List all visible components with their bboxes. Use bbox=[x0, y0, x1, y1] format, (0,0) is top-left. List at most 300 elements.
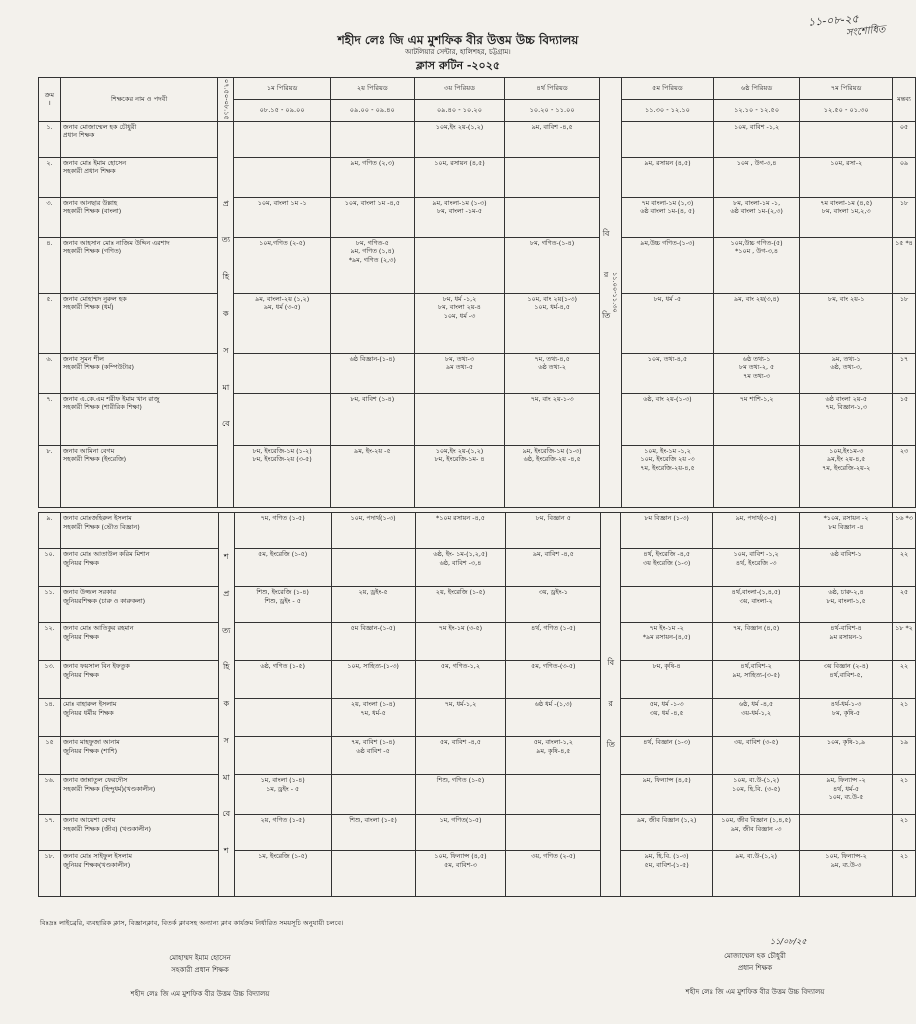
period-cell bbox=[414, 197, 505, 237]
class-entry: ৯ম, ব্য.উ-৩ bbox=[830, 860, 862, 869]
period-cell bbox=[713, 121, 800, 157]
class-entry: ৫ম, গণিত-১,২ bbox=[440, 662, 480, 670]
class-entry: ৮ম, বিজ্ঞান ৫ bbox=[535, 514, 571, 522]
class-entry: ১০ম, ব্য.উ-(১,২) bbox=[733, 776, 780, 784]
period-cell bbox=[234, 775, 331, 815]
serial-number: ১৬. bbox=[39, 775, 61, 815]
routine-title: ক্লাস রুটিন -২০২৫ bbox=[415, 59, 501, 72]
teacher-row bbox=[39, 237, 916, 293]
teacher-row bbox=[39, 851, 916, 897]
class-entry: ৭ম, তথ্য-৪,৫ bbox=[534, 354, 570, 363]
period-cell bbox=[621, 623, 713, 661]
class-entry: ১০ম, তথ্য-৪,৫ bbox=[647, 354, 688, 363]
period-cell bbox=[622, 121, 714, 157]
vertical-label-char: ত্য bbox=[222, 625, 231, 635]
break-label-char: তি bbox=[601, 310, 611, 320]
left-signature-block bbox=[70, 952, 330, 1000]
class-entry: ৯ম রসায়ন-১ bbox=[829, 632, 863, 641]
weekly-total: ২২ bbox=[892, 549, 915, 587]
weekly-total: ২৩ bbox=[893, 445, 916, 507]
break-label-char: র bbox=[603, 269, 609, 279]
class-entry: ৩য় বিজ্ঞান (২-৪) bbox=[823, 662, 869, 670]
vertical-label-char: মা bbox=[222, 382, 230, 392]
period-cell bbox=[506, 775, 601, 815]
teacher-cell bbox=[60, 623, 218, 661]
class-entry: ৫ম, বাবিশ-৩ bbox=[444, 860, 477, 869]
period-cell bbox=[621, 661, 713, 699]
class-entry: ৪র্থ, ধর্ম-৫ bbox=[833, 784, 859, 793]
period-cell bbox=[331, 775, 415, 815]
class-entry: ১০ম,গণিত (২-৫) bbox=[259, 238, 306, 247]
period-cell bbox=[331, 549, 415, 587]
class-entry: ৯ম, কৃষি-৪,৫ bbox=[536, 746, 571, 755]
class-entry: ৯ম, জীব বিজ্ঞান (১,২) bbox=[636, 816, 697, 824]
period-cell bbox=[331, 587, 415, 623]
serial-number: ১৭. bbox=[39, 815, 61, 851]
teacher-name: জনাব মোজাম্মেল হক চৌধুরী bbox=[62, 122, 137, 131]
period-cell bbox=[415, 549, 506, 587]
period-cell bbox=[234, 737, 331, 775]
teacher-cell bbox=[60, 197, 217, 237]
weekly-total: ০৯ bbox=[893, 157, 916, 197]
class-entry: ৮ম বিজ্ঞান (১-৩) bbox=[644, 514, 689, 522]
class-entry: ১০ম, জীব বিজ্ঞান (১,৪,৫) bbox=[721, 816, 791, 824]
class-entry: ৭ম, বিজ্ঞান (৪,৫) bbox=[732, 624, 780, 632]
class-entry: ৭ম, বাং ২য়-১-৩ bbox=[530, 394, 574, 403]
teacher-row bbox=[39, 549, 916, 587]
class-entry: শিশু, গণিত (১-৫) bbox=[436, 776, 485, 784]
period-time: ১০.২০ - ১১.০০ bbox=[505, 99, 600, 121]
weekly-total: ২১ bbox=[892, 851, 915, 897]
period-cell bbox=[330, 293, 414, 353]
serial-number: ১১. bbox=[39, 587, 61, 623]
period-cell bbox=[414, 445, 505, 507]
class-entry: ৪র্থ, বিজ্ঞান (১-৩) bbox=[643, 738, 691, 746]
class-entry: ৯ম, হি.বি. (১-৩) bbox=[644, 852, 689, 860]
period-cell bbox=[713, 293, 800, 353]
class-entry: ১ম, বাংলা (১-৪) bbox=[260, 776, 305, 784]
class-entry: ১০ম,উচ্চ গণিত-(৫) bbox=[730, 238, 783, 247]
class-entry: ৬ষ্ঠ বিজ্ঞান-(১-৪) bbox=[349, 354, 396, 363]
assembly-header bbox=[218, 78, 234, 122]
break-label-char: বি bbox=[602, 229, 610, 238]
teacher-row bbox=[39, 197, 916, 237]
teacher-cell bbox=[60, 699, 218, 737]
period-cell bbox=[234, 121, 331, 157]
class-entry: ২য়, গণিত (১-৫) bbox=[260, 816, 305, 824]
class-entry: ৭ম, ধর্ম-১,২ bbox=[444, 700, 477, 708]
period-cell bbox=[622, 445, 714, 507]
class-entry: ১০ম, ব্য.উ-৫ bbox=[828, 793, 864, 802]
period-cell bbox=[713, 353, 800, 393]
class-entry: *১০ম, রসায়ন -২ bbox=[823, 514, 869, 522]
serial-header-label: ক্রম bbox=[44, 90, 55, 99]
teacher-row bbox=[39, 737, 916, 775]
period-cell bbox=[506, 851, 601, 897]
class-entry: ১০ম, ধর্ম -৩ bbox=[443, 312, 476, 321]
period-cell bbox=[506, 661, 601, 699]
teacher-cell bbox=[60, 661, 218, 699]
period-cell bbox=[414, 393, 505, 445]
assembly-column bbox=[218, 121, 234, 507]
serial-number: ৩. bbox=[39, 197, 61, 237]
period-cell bbox=[800, 293, 893, 353]
weekly-total: ১৮ bbox=[893, 197, 916, 237]
class-entry: ১ম, ইংরেজি (১-৫) bbox=[258, 852, 308, 860]
period-cell bbox=[414, 237, 505, 293]
class-entry: ৬ষ্ঠ তথ্য-২ bbox=[538, 363, 566, 372]
class-entry: ৮ম, বাংলা-১ম -১, bbox=[733, 198, 781, 207]
class-entry: ৭ম ইং-১ম (৩-৫) bbox=[438, 624, 483, 632]
period-header: ৭ম পিরিয়ড bbox=[800, 78, 893, 100]
serial-number: ১২. bbox=[39, 623, 61, 661]
teacher-name: জনাব আমিনা বেগম bbox=[62, 446, 115, 455]
class-entry: ৯ম, ফিন্যান্স (৪,৫) bbox=[642, 776, 691, 784]
period-cell bbox=[331, 815, 415, 851]
weekly-total: ১৫ bbox=[893, 393, 916, 445]
teacher-row bbox=[39, 445, 916, 507]
class-entry: ৬ষ্ঠ বাংলা ২য়-৫ bbox=[825, 394, 867, 403]
class-entry: ৮ম, ধর্ম -১,২ bbox=[442, 294, 477, 303]
class-entry: ৬ষ্ঠ, গণিত (১-৫) bbox=[260, 662, 306, 670]
serial-number: ১৩. bbox=[39, 661, 61, 699]
class-entry: ৭ম, বাবিশ (১-৪) bbox=[351, 738, 396, 746]
class-entry: ১০ম, বাবিশ -১,২ bbox=[734, 122, 780, 131]
period-cell bbox=[622, 293, 714, 353]
period-cell bbox=[234, 157, 331, 197]
class-entry: ৬ষ্ঠ বাংলা ১ম-(২,৩) bbox=[730, 207, 783, 216]
period-cell bbox=[505, 293, 600, 353]
class-entry: ৯ম, গণিত (১,৪) bbox=[350, 247, 395, 256]
class-entry: ৭ম, ইংরেজি-২য়-৪,৫ bbox=[640, 464, 695, 473]
period-cell bbox=[506, 699, 601, 737]
period-cell bbox=[713, 445, 800, 507]
period-cell bbox=[800, 699, 893, 737]
class-entry: ১০ম,ইং১ম-৩ bbox=[829, 446, 864, 455]
teacher-role: জুনিয়র শিক্ষক bbox=[62, 632, 99, 641]
period-cell bbox=[234, 815, 331, 851]
period-cell bbox=[505, 445, 600, 507]
class-entry: ৪র্থ-বাবিশ-৪ bbox=[830, 624, 862, 632]
period-cell bbox=[506, 737, 601, 775]
period-time: ০৯.৪০ - ১০.২০ bbox=[414, 99, 505, 121]
period-cell bbox=[415, 737, 506, 775]
break-label-char: র bbox=[608, 699, 613, 709]
class-entry: ৮ম, কৃষি-৫ bbox=[831, 708, 861, 717]
teacher-cell bbox=[60, 157, 217, 197]
class-entry: ৭ম শাশি-১,২ bbox=[739, 394, 774, 403]
teacher-role: জুনিয়র শিক্ষক(খণ্ডকালীন) bbox=[62, 860, 131, 869]
serial-number: ৫. bbox=[39, 293, 61, 353]
serial-number: ৯. bbox=[39, 513, 61, 549]
period-cell bbox=[234, 513, 331, 549]
class-entry: ৩য়, বাবিশ (৩-৫) bbox=[734, 738, 779, 746]
period-cell bbox=[622, 393, 714, 445]
assembly-time: ০৭.৫০-০৮.১৫ bbox=[222, 79, 231, 120]
break-header bbox=[599, 78, 621, 508]
period-cell bbox=[800, 737, 893, 775]
teacher-row bbox=[39, 157, 916, 197]
period-cell bbox=[713, 513, 800, 549]
teacher-row bbox=[39, 661, 916, 699]
teacher-cell bbox=[60, 445, 217, 507]
right-signatory-school: শহীদ লেঃ জি এম মুশফিক বীর উত্তম উচ্চ বিদ্যালয় bbox=[685, 988, 825, 996]
teacher-cell bbox=[60, 353, 217, 393]
period-cell bbox=[234, 237, 331, 293]
class-entry: ১০ম, ইংরেজি ২য় -৩ bbox=[640, 455, 695, 464]
teacher-role: সহকারী শিক্ষক (কম্পিউটার) bbox=[62, 363, 134, 372]
class-entry: ৪র্থ, ইংরেজি -৪,৫ bbox=[643, 550, 691, 558]
period-cell bbox=[800, 623, 893, 661]
period-cell bbox=[330, 353, 414, 393]
teacher-role: জুনিয়র ধর্মীয় শিক্ষক bbox=[62, 708, 114, 717]
class-entry: ৭ম, ধর্ম-৫ bbox=[360, 708, 386, 717]
period-cell bbox=[800, 661, 893, 699]
class-entry: ৪র্থ,বাবিশ-২ bbox=[740, 662, 772, 670]
period-header: ৪র্থ পিরিয়ড bbox=[505, 78, 600, 100]
total-header: মন্তব্য bbox=[893, 78, 916, 122]
class-entry: ৮ম, বাংলা-১,৫ bbox=[826, 596, 866, 605]
teacher-role: সহকারী শিক্ষক (শারীরিক শিক্ষা) bbox=[62, 403, 142, 412]
break-label-char: বি bbox=[607, 658, 615, 668]
period-time: ১১.৩০ - ১২.১০ bbox=[622, 99, 714, 121]
teacher-cell bbox=[60, 513, 218, 549]
assembly-column bbox=[218, 513, 234, 897]
period-cell bbox=[414, 121, 505, 157]
period-cell bbox=[505, 353, 600, 393]
vertical-label-char: শ bbox=[223, 551, 229, 561]
teacher-header: শিক্ষকের নাম ও পদবী bbox=[60, 78, 217, 122]
period-cell bbox=[234, 293, 331, 353]
teacher-row bbox=[39, 121, 916, 157]
period-cell bbox=[800, 775, 893, 815]
weekly-total: ০৫ bbox=[893, 121, 916, 157]
class-entry: শিশু, বাংলা (১-৫) bbox=[349, 816, 397, 824]
class-entry: ৯ম,ইং ২য়-৪,৫ bbox=[827, 455, 866, 464]
class-entry: ৮ম, ইংরেজি-১ম- ৪ bbox=[434, 455, 485, 464]
period-cell bbox=[234, 549, 331, 587]
class-entry: ১০ম, কৃষি-১,৯ bbox=[826, 738, 866, 746]
period-cell bbox=[621, 815, 713, 851]
class-entry: ৬ষ্ঠ, তথ্য-৩, bbox=[830, 363, 863, 372]
teacher-cell bbox=[60, 587, 218, 623]
class-entry: ২য়, বাংলা (১-৪) bbox=[350, 700, 396, 708]
class-entry: ৯ম, ব্য.উ-(১,২) bbox=[735, 852, 777, 860]
left-signatory-role: সহকারী প্রধান শিক্ষক bbox=[171, 966, 229, 974]
class-entry: ৯ম, তথ্য-১ bbox=[831, 354, 861, 363]
vertical-label-char: স bbox=[223, 345, 229, 355]
left-signatory-name: মোহাম্মদ ইমাম হোসেন bbox=[169, 954, 231, 962]
teacher-cell bbox=[60, 293, 217, 353]
class-entry: ৬ষ্ঠ, ইংরেজি-২য় -৪,৫ bbox=[523, 455, 581, 464]
period-cell bbox=[800, 121, 893, 157]
class-entry: ১০ম, সাহিত্য-(১-৩) bbox=[347, 662, 399, 670]
teacher-cell bbox=[60, 237, 217, 293]
class-entry: ৯ম, রসায়ন (৪,৫) bbox=[644, 158, 691, 167]
teacher-row bbox=[39, 513, 916, 549]
teacher-row bbox=[39, 775, 916, 815]
teacher-cell bbox=[60, 737, 218, 775]
weekly-total: ২১ bbox=[892, 815, 915, 851]
footer-note: বিঃদ্রঃ লাইব্রেরি, ব্যবহারিক ক্লাস, বিজ্ঞানক্লাব, বিতর্ক ক্লাবসহ অন্যান্য ক্লাব কার্যক্রম নির্ধারিত সময়সূচি অনুযায়ী চলবে। bbox=[40, 919, 344, 927]
class-entry: ৮ম বিজ্ঞান -৪ bbox=[828, 522, 864, 531]
weekly-total: ১৭ bbox=[893, 353, 916, 393]
period-cell bbox=[234, 353, 331, 393]
class-entry: ১০ম , উগ-৩,৪ bbox=[736, 158, 777, 167]
period-cell bbox=[330, 393, 414, 445]
vertical-label-char: স bbox=[223, 735, 229, 745]
class-entry: ৬ষ্ঠ তথ্য-১ bbox=[742, 354, 771, 363]
period-cell bbox=[415, 587, 506, 623]
right-signatory-name: মোজাম্মেল হক চৌধুরী bbox=[724, 952, 786, 960]
class-entry: ৮ম, গণিত-৫ bbox=[355, 238, 389, 247]
school-address: আটলিয়ার সেন্টার, হালিশহর, চট্টগ্রাম। bbox=[405, 48, 511, 56]
weekly-total: ১৫ *৪ bbox=[893, 237, 916, 293]
class-entry: *৯ম রসায়ন-(৪,৫) bbox=[642, 632, 691, 641]
class-entry: ২য়, ড্রইং-৫ bbox=[358, 588, 388, 596]
class-entry: ৪র্থ,বাবিশ-৫, bbox=[829, 670, 863, 679]
vertical-label-char: শ bbox=[223, 846, 229, 856]
serial-number: ১৪. bbox=[39, 699, 61, 737]
class-entry: ৭ম বাংলা-১ম (৪,৫) bbox=[820, 198, 873, 207]
vertical-label-char: হি bbox=[223, 662, 230, 672]
class-entry: ১০ম, বাং ২য়(১-৩) bbox=[527, 294, 577, 303]
period-header: ১ম পিরিয়ড bbox=[234, 78, 331, 100]
class-entry: ৭ম, বিজ্ঞান-১,৩ bbox=[825, 403, 867, 412]
period-cell bbox=[800, 513, 893, 549]
class-entry: ৮ম, কৃষি-৪ bbox=[652, 662, 681, 670]
teacher-name: জনাব সুমন শীল bbox=[62, 354, 104, 363]
teacher-name: জনাব মোঃ আতিকুর রহমান bbox=[62, 624, 134, 632]
period-cell bbox=[331, 661, 415, 699]
vertical-label-char: প্র bbox=[222, 198, 229, 208]
teacher-name: মোঃ বাহারুল ইসলাম bbox=[62, 700, 117, 708]
weekly-total: ১৮ bbox=[893, 293, 916, 353]
class-entry: ১০ম, ধর্ম-৪,৫ bbox=[534, 303, 570, 312]
teacher-name: জনাব মোহাম্মদ নুরুল হক bbox=[62, 294, 127, 303]
period-cell bbox=[800, 197, 893, 237]
class-entry: ৯ম, বাং ২য়(৩,৪) bbox=[733, 294, 780, 303]
class-entry: ১০ম,ইং ২য়-(১,২) bbox=[435, 446, 484, 455]
period-cell bbox=[415, 513, 506, 549]
class-entry: ৮ম, গণিত-(১-৪) bbox=[529, 238, 575, 247]
routine-table-top bbox=[38, 77, 916, 508]
break-label-stack bbox=[602, 199, 610, 351]
class-entry: ৮ম, বাং ২য়-১ bbox=[828, 294, 865, 303]
vertical-label-char: প্র bbox=[223, 588, 230, 598]
class-entry: ৯ম, ইংরেজি-১ম (১-৩) bbox=[522, 446, 582, 455]
period-cell bbox=[234, 623, 331, 661]
class-entry: ১ম, গণিত(১-৫) bbox=[439, 816, 482, 824]
period-cell bbox=[622, 353, 714, 393]
serial-number: ১৫ bbox=[39, 737, 61, 775]
period-cell bbox=[713, 737, 800, 775]
period-cell bbox=[713, 197, 800, 237]
period-cell bbox=[800, 157, 893, 197]
teacher-row bbox=[39, 587, 916, 623]
teacher-row bbox=[39, 293, 916, 353]
weekly-total: ২৫ bbox=[892, 587, 915, 623]
class-entry: ৫ম, বাংলা-১,২ bbox=[533, 738, 573, 746]
class-entry: ৯ম, ধর্ম (৩-৫) bbox=[263, 303, 301, 312]
class-entry: *১০ম , উগ-৩,৪ bbox=[735, 247, 779, 256]
period-header: ২য় পিরিয়ড bbox=[330, 78, 414, 100]
class-entry: ৮ম, তথ্য-৩ bbox=[444, 354, 474, 363]
class-entry: ৩য়, ড্রইং-১ bbox=[538, 588, 568, 596]
class-entry: ৯ম, বাবিশ -৪,৫ bbox=[531, 122, 573, 131]
period-time: ০৮.১৫ - ০৯.০০ bbox=[234, 99, 331, 121]
vertical-label-char: ক bbox=[223, 699, 230, 709]
period-cell bbox=[331, 513, 415, 549]
period-cell bbox=[621, 549, 713, 587]
class-entry: ৯ম, বাংলা-২য় (১,২) bbox=[255, 294, 310, 303]
weekly-total: ২১ bbox=[892, 775, 915, 815]
break-label-char: তি bbox=[606, 739, 615, 749]
teacher-row bbox=[39, 699, 916, 737]
class-entry: ১০ম, ইং-১ম -১,২ bbox=[644, 446, 691, 455]
class-entry: ১০ম, হি.বি. (৩-৫) bbox=[732, 784, 781, 793]
period-cell bbox=[621, 737, 713, 775]
class-entry: ৯ম,উচ্চ গণিত-(১-৩) bbox=[640, 238, 695, 247]
class-entry: ৭ম তথ্য-৩ bbox=[743, 372, 771, 381]
class-entry: ৯ম, পদার্থ(৩-৫) bbox=[735, 514, 777, 522]
class-entry: ৬ষ্ঠ, ইং- ১ম-(১,২,৫) bbox=[433, 550, 488, 558]
class-entry: ৪র্থ, ইংরেজি -৩ bbox=[735, 558, 777, 567]
class-entry: ৬ষ্ঠ বাবিশ-১ bbox=[830, 550, 862, 558]
vertical-label-char: বে bbox=[222, 809, 231, 819]
period-cell bbox=[330, 445, 414, 507]
class-entry: ৪র্থ-ধর্ম-১-৩ bbox=[830, 700, 862, 708]
teacher-name: জনাব মাহফুজা আনাম bbox=[62, 738, 120, 746]
teacher-name: জনাব আহসান মোঃ নাজিম উদ্দিন এরশাদ bbox=[62, 238, 170, 247]
teacher-role: প্রধান শিক্ষক bbox=[62, 131, 95, 140]
period-cell bbox=[713, 699, 800, 737]
vertical-label-char: বে bbox=[222, 419, 230, 429]
class-entry: ৭ম বাংলা-১ম (১,৩) bbox=[641, 198, 694, 207]
period-cell bbox=[331, 737, 415, 775]
class-entry: ৪র্থ, গণিত (১-৫) bbox=[531, 624, 576, 632]
period-cell bbox=[713, 157, 800, 197]
teacher-role: জুনিয়র শিক্ষক bbox=[62, 670, 99, 679]
class-entry: ৬ষ্ঠ ধর্ম -(১,৩) bbox=[534, 700, 572, 708]
period-time: ১২.৫০ - ০১.৩০ bbox=[800, 99, 893, 121]
period-cell bbox=[622, 157, 714, 197]
right-signature-date: ১১/০৮/২৫ bbox=[770, 937, 807, 946]
period-cell bbox=[713, 815, 800, 851]
period-cell bbox=[331, 851, 415, 897]
class-entry: ৬ষ্ঠ, বাবিশ -৩,৪ bbox=[439, 558, 482, 567]
teacher-role: সহকারী শিক্ষক (বাংলা) bbox=[62, 207, 122, 216]
class-entry: ৮ম, বাবিশ (১-৪) bbox=[350, 394, 395, 403]
period-cell bbox=[506, 549, 601, 587]
class-entry: ১০ম, রসা-২ bbox=[830, 158, 863, 167]
left-signatory-school: শহীদ লেঃ জি এম মুশফিক বীর উত্তম উচ্চ বিদ্যালয় bbox=[130, 990, 270, 998]
teacher-row bbox=[39, 353, 916, 393]
teacher-name: জনাব ফয়সাল বিন ইফতুক bbox=[62, 662, 130, 670]
teacher-name: জনাব মোঃ আতাউল করিম মিশান bbox=[62, 550, 150, 558]
weekly-total: ১৮ *২ bbox=[892, 623, 915, 661]
weekly-total: ১৬ *৩ bbox=[892, 513, 915, 549]
teacher-role: সহকারী শিক্ষক (গণিত) bbox=[62, 247, 122, 256]
teacher-role: সহকারী শিক্ষক (ইংরেজি) bbox=[62, 455, 127, 464]
teacher-cell bbox=[60, 393, 217, 445]
handwritten-date: ১১-০৮-২৫ bbox=[807, 12, 860, 29]
period-cell bbox=[621, 587, 713, 623]
class-entry: ৯ম, ফিন্যান্স -২ bbox=[826, 776, 866, 784]
teacher-row bbox=[39, 815, 916, 851]
class-entry: ৮ম, বাংলা -১ম-৫ bbox=[436, 207, 483, 216]
period-time: ১২.১০ - ১২.৫০ bbox=[713, 99, 800, 121]
